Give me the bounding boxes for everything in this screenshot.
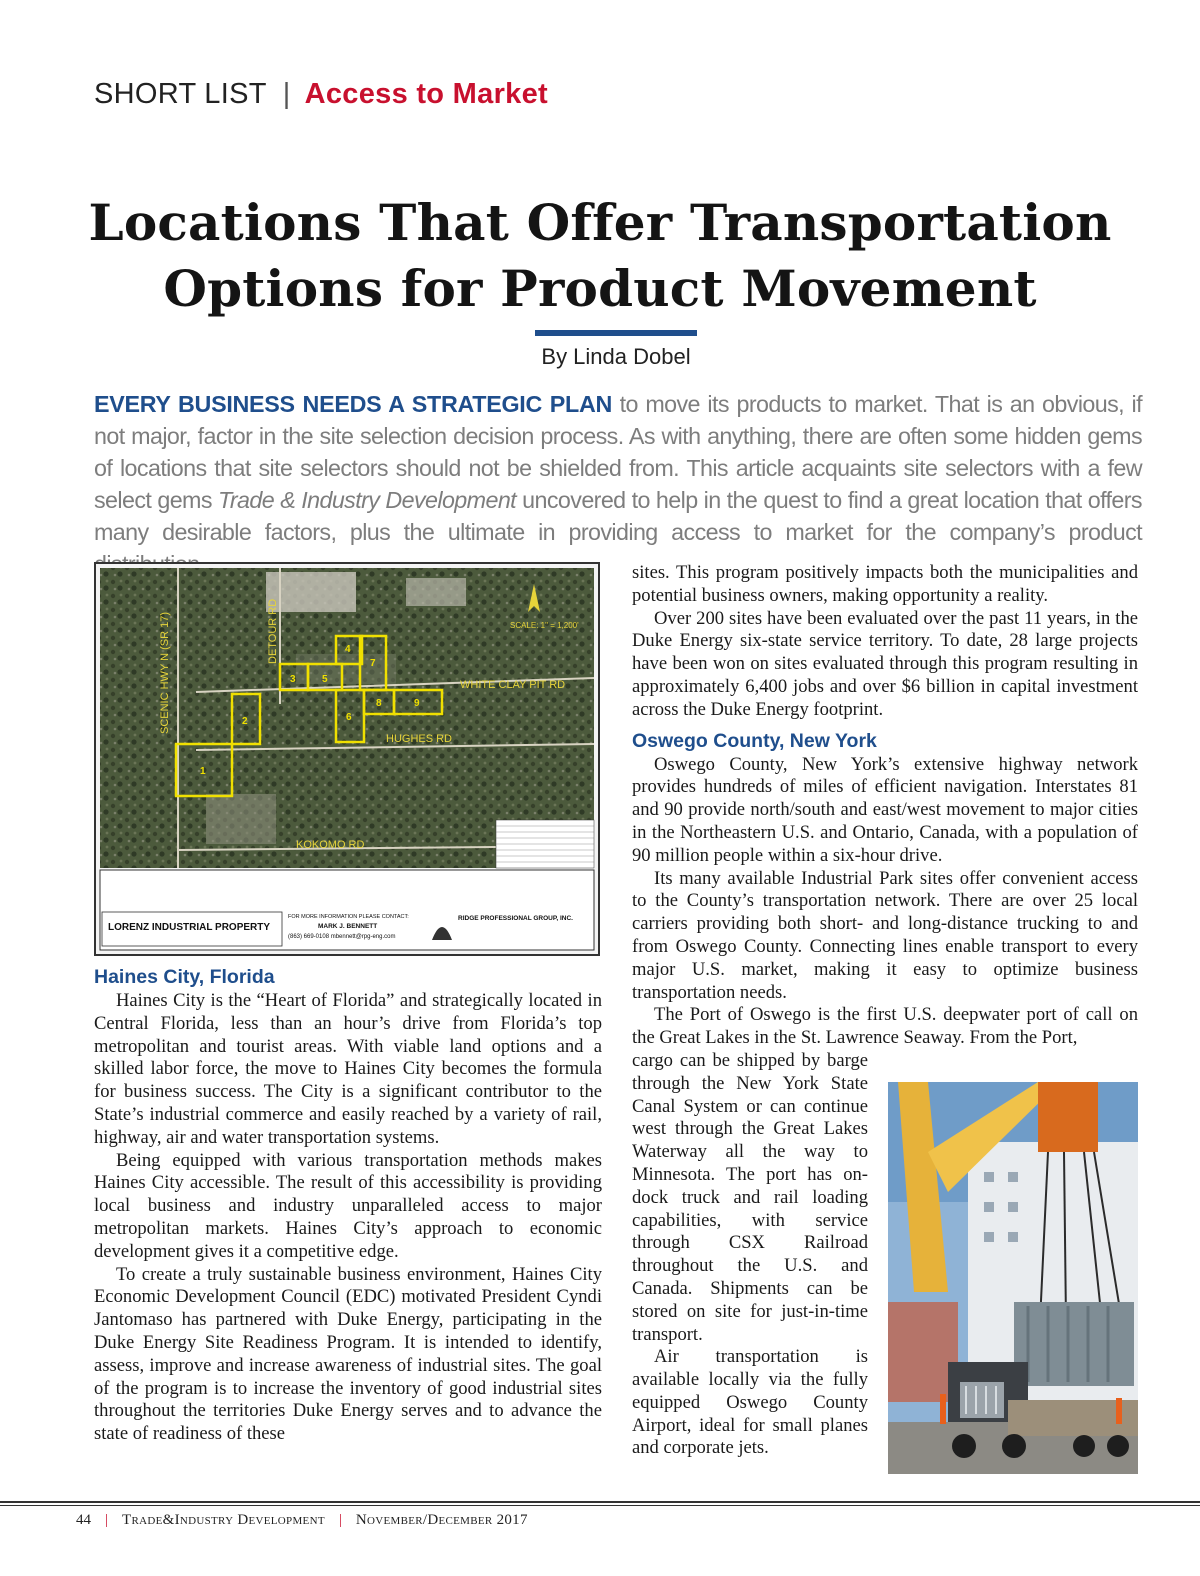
- footer-rule: [0, 1501, 1200, 1503]
- page-footer: [76, 1512, 528, 1529]
- road-label-scenic: SCENIC HWY N (SR 17): [159, 611, 171, 734]
- right-p1: sites. This program positively impacts both the municipalities and potential business owners, making opportunity a reality.: [632, 562, 1138, 606]
- wrap-column: [632, 1050, 868, 1460]
- section-header: [94, 78, 548, 111]
- intro-magazine: Trade & Industry Development: [218, 487, 517, 513]
- section-label: SHORT LIST: [94, 78, 267, 110]
- parcel-label-2: 2: [242, 716, 248, 727]
- footer-magazine: Trade&Industry Development: [122, 1512, 325, 1528]
- left-column: [94, 964, 602, 1446]
- page-number: 44: [76, 1512, 91, 1528]
- map-contact-name: MARK J. BENNETT: [318, 923, 378, 930]
- intro-lead: EVERY BUSINESS NEEDS A STRATEGIC PLAN: [94, 391, 613, 417]
- haines-p3: To create a truly sustainable business environment, Haines City Economic Development Council (EDC) motivated President Cyndi Jantomaso has partnered with Duke Energy, participating in the Duke Energy Site Readiness Program. It is intended to identify, assess, improve and increase awareness of industrial sites. The goal of the program is to increase the inventory of good industrial sites throughout the territories Duke Energy serves and to advance the state of readiness of these: [94, 1263, 602, 1445]
- intro-paragraph: [94, 388, 1142, 580]
- title-rule: [535, 330, 697, 336]
- haines-heading: Haines City, Florida: [94, 966, 275, 988]
- right-p2: Over 200 sites have been evaluated over the past 11 years, in the Duke Energy six-state service territory. To date, 28 large projects have been won on sites evaluated through this program resulting in approximately 6,400 jobs and over $6 billion in capital investment across the Duke Energy footprint.: [632, 607, 1138, 720]
- section-divider: |: [282, 78, 291, 110]
- oswego-heading: Oswego County, New York: [632, 729, 877, 752]
- oswego-p3: The Port of Oswego is the first U.S. deepwater port of call on the Great Lakes in the St. Lawrence Seaway. From the Port,: [632, 1004, 1138, 1049]
- parcel-label-5: 5: [322, 674, 328, 685]
- parcel-label-9: 9: [414, 698, 420, 709]
- parcel-label-1: 1: [200, 766, 206, 777]
- oswego-p1: Oswego County, New York’s extensive highway network provides hundreds of miles of efficient navigation. Interstates 81 and 90 provide north/south and east/west movement to major cities in the Northeastern U.S. and Ontario, Canada, with a population of 90 million people within a six-hour drive.: [632, 753, 1138, 866]
- oswego-p2: Its many available Industrial Park sites offer convenient access to the County’s transportation network. There are over 25 local carriers providing both short- and long-distance trucking to and from Oswego County. Connecting lines enable transport to every major U.S. market, making it easy to optimize business transportation needs.: [632, 867, 1138, 1003]
- road-label-kokomo: KOKOMO RD: [296, 839, 365, 851]
- article-title: [60, 190, 1140, 322]
- byline: By Linda Dobel: [541, 344, 691, 369]
- road-label-white-clay: WHITE CLAY PIT RD: [460, 679, 566, 691]
- title-line-2: Options for Product Movement: [163, 259, 1037, 318]
- parcel-label-6: 6: [346, 712, 352, 723]
- parcel-label-4: 4: [345, 644, 351, 655]
- parcel-label-8: 8: [376, 698, 382, 709]
- road-label-hughes: HUGHES RD: [386, 733, 453, 745]
- parcel-label-3: 3: [290, 674, 296, 685]
- intro-text-2: uncovered to help in the quest to find a great location that offers many desirable factors, plus the ultimate in providing access to market for the company’s product: [94, 487, 1142, 545]
- footer-rule-thin: [0, 1505, 1200, 1506]
- subsection-label: Access to Market: [304, 78, 548, 110]
- map-title-block: LORENZ INDUSTRIAL PROPERTY: [108, 922, 271, 933]
- site-map-image: [94, 562, 600, 956]
- map-firm: RIDGE PROFESSIONAL GROUP, INC.: [458, 915, 573, 922]
- map-contact-label: FOR MORE INFORMATION PLEASE CONTACT:: [288, 914, 409, 920]
- footer-divider-2: |: [338, 1512, 342, 1528]
- road-label-detour: DETOUR RD: [267, 598, 279, 664]
- map-contact-line: (863) 669-0108 mbennett@rpg-eng.com: [288, 934, 396, 940]
- footer-divider: |: [105, 1512, 109, 1528]
- haines-p1: Haines City is the “Heart of Florida” and strategically located in Central Florida, less than an hour’s drive from Florida’s top metropolitan and tourist areas. With viable land options and a skilled labor force, the move to Haines City becomes the formula for business success. The City is a significant contributor to the State’s industrial commerce and easily reached by a variety of rail, highway, air and water transportation systems.: [94, 990, 602, 1148]
- oswego-p5: Air transportation is available locally via the fully equipped Oswego County Airport, ideal for small planes and corporate jets.: [632, 1346, 868, 1459]
- footer-issue: November/December 2017: [355, 1512, 528, 1528]
- map-scale: SCALE: 1" = 1,200': [510, 621, 579, 630]
- haines-p2: Being equipped with various transportation methods makes Haines City accessible. The result of this accessibility is providing local business and industry unparalleled access to major metropolitan markets. Haines City’s approach to economic development gives it a competitive edge.: [94, 1149, 602, 1262]
- port-crane-photo: [888, 1082, 1138, 1474]
- intro-text-1: to move its products to market. That is an obvious, if not major, factor in the site selection decision process. As with anything, there are often some hidden gems of locations that site selectors should not be shielded from. This article acquaints site selectors with a few select gems: [94, 391, 1143, 513]
- oswego-p4: cargo can be shipped by barge through the New York State Canal System or can continue west through the Great Lakes Waterway all the way to Minnesota. The port has on-dock truck and rail loading capabilities, with service through CSX Railroad throughout the U.S. and Canada. Shipments can be stored on site for just-in-time transport.: [632, 1049, 868, 1345]
- title-line-1: Locations That Offer Transportation: [88, 193, 1112, 252]
- parcel-label-7: 7: [370, 658, 376, 669]
